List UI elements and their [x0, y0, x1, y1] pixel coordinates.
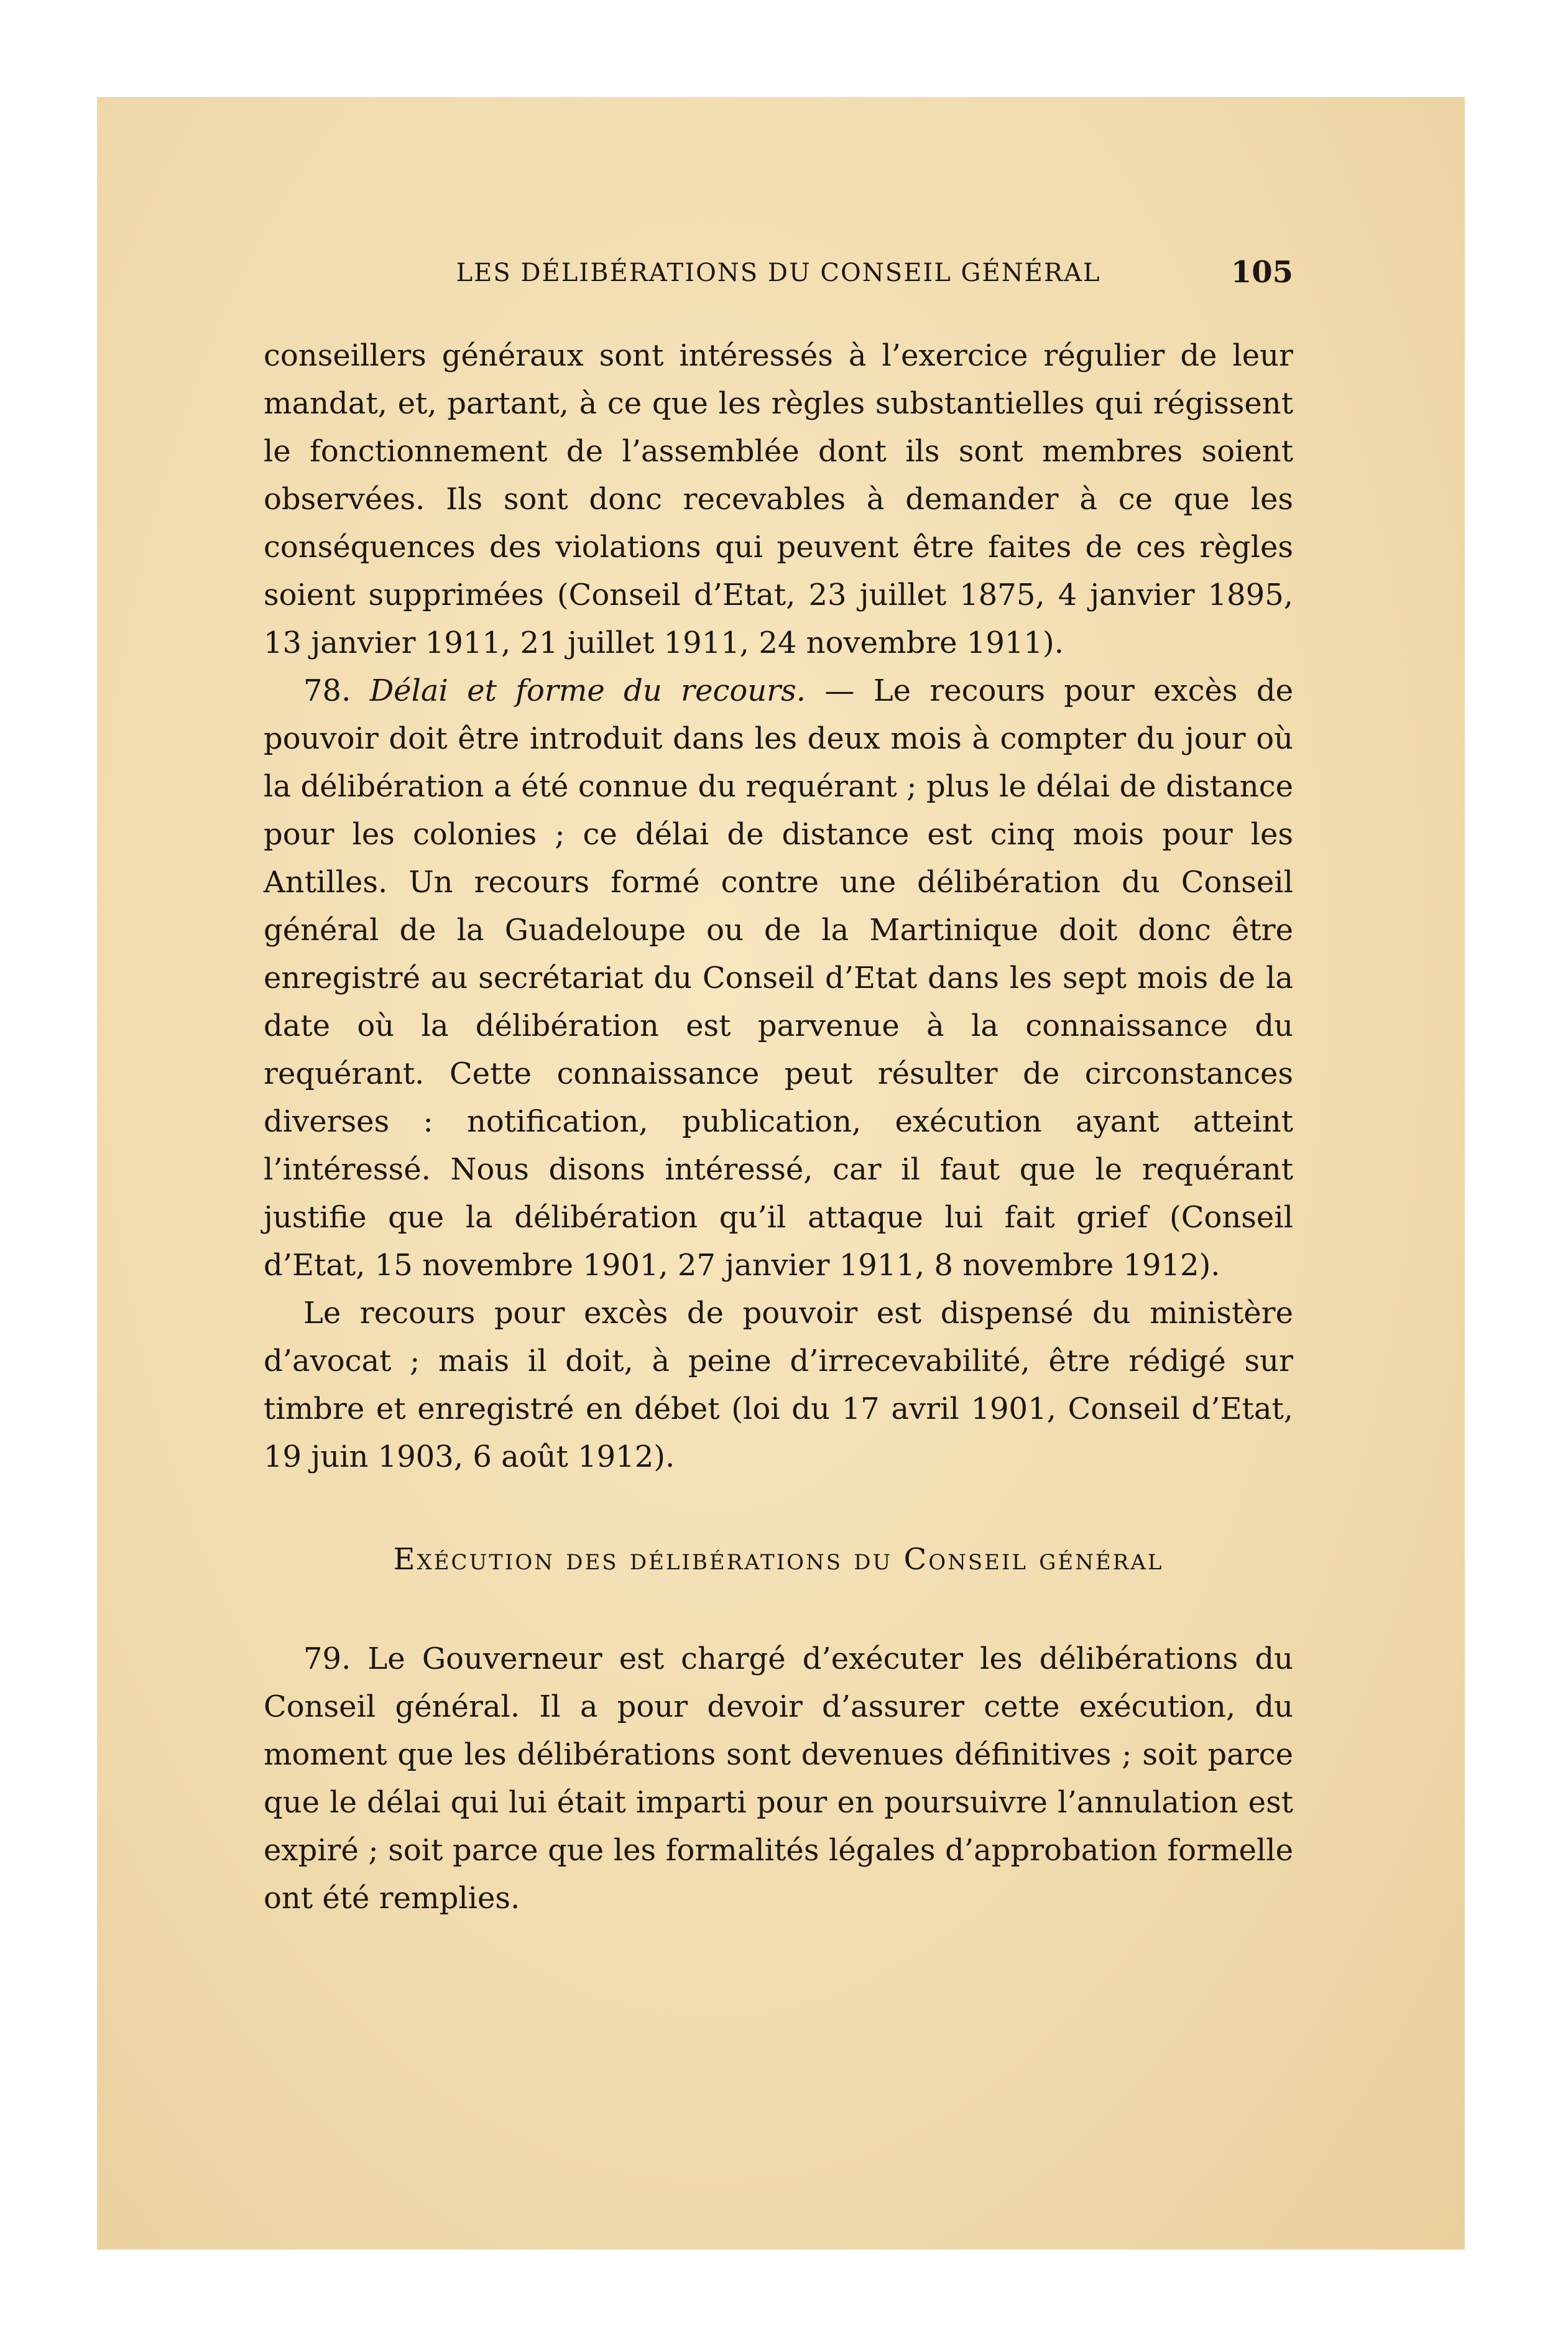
- scanned-page: [97, 97, 1465, 2250]
- paragraph-section-79: 79. Le Gouverneur est chargé d’exécuter les délibérations du Conseil général. Il a pour devoir d’assurer cette exécution, du moment que les délibérations sont devenues définitives ; soit parce que le délai qui lui était imparti pour en poursuivre l’annulation est expiré ; soit parce que les formalités légales d’approbation formelle ont été remplies.: [264, 1641, 1293, 1916]
- section-78-number: 78.: [303, 673, 351, 708]
- paragraph-recours: Le recours pour excès de pouvoir est dispensé du ministère d’avocat ; mais il doit, à peine d’irrecevabilité, être rédigé sur timbre et enregistré en débet (loi du 17 avril 1901, Conseil d’Etat, 19 juin 1903, 6 août 1912).: [264, 1296, 1293, 1474]
- text-block: [264, 255, 1293, 1922]
- section-78-text: — Le recours pour excès de pouvoir doit être introduit dans les deux mois à compter du jour où la délibération a été connue du requérant ; plus le délai de distance pour les colonies ; ce délai de distance est cinq mois pour les Antilles. Un recours formé contre une délibération du Conseil général de la Guadeloupe ou de la Martinique doit donc être enregistré au secrétariat du Conseil d’Etat dans les sept mois de la date où la délibération est parvenue à la connaissance du requérant. Cette connaissance peut résulter de circonstances diverses : notification, publication, exécution ayant atteint l’intéressé. Nous disons intéressé, car il faut que le requérant justifie que la délibération qu’il attaque lui fait grief (Conseil d’Etat, 15 novembre 1901, 27 janvier 1911, 8 novembre 1912).: [264, 673, 1293, 1283]
- running-head: [264, 255, 1293, 298]
- running-title: LES DÉLIBÉRATIONS DU CONSEIL GÉNÉRAL: [456, 259, 1101, 287]
- section-heading: Exécution des délibérations du Conseil général: [393, 1542, 1164, 1577]
- paragraph-section-78: [264, 667, 1293, 1290]
- paragraph-continuation: conseillers généraux sont intéressés à l’exercice régulier de leur mandat, et, partant, à ce que les règles substantielles qui régissent le fonctionnement de l’assemblée dont ils sont membres soient observées. Ils sont donc recevables à demander à ce que les conséquences des violations qui peuvent être faites de ces règles soient supprimées (Conseil d’Etat, 23 juillet 1875, 4 janvier 1895, 13 janvier 1911, 21 juillet 1911, 24 novembre 1911).: [264, 338, 1293, 660]
- page-number: 105: [1230, 255, 1293, 290]
- section-78-title: Délai et forme du recours.: [369, 673, 806, 708]
